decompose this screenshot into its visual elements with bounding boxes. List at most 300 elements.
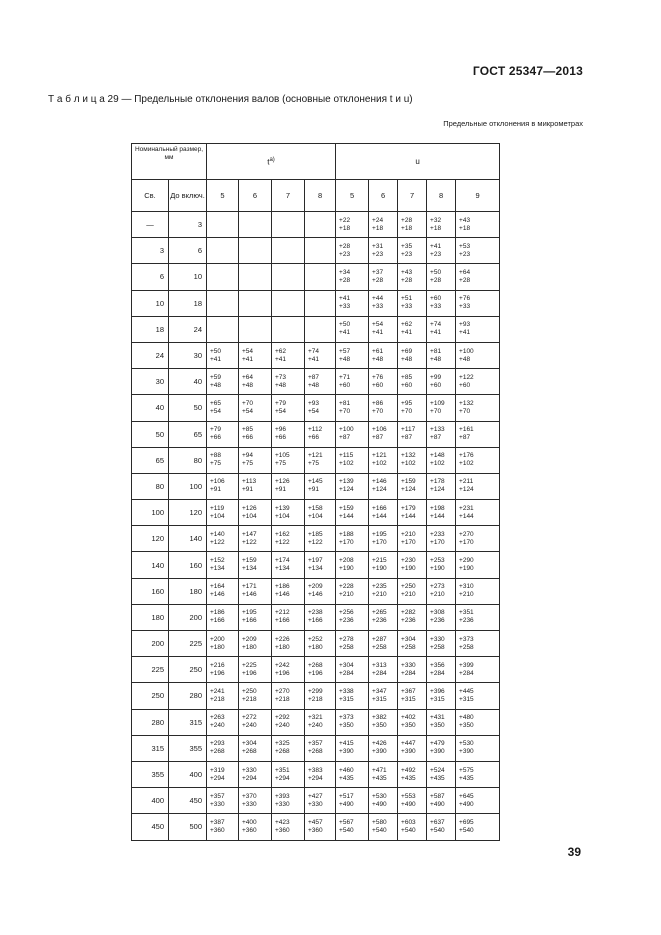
table-row xyxy=(132,264,500,290)
deviation-cell-t xyxy=(239,212,272,238)
lower-deviation: +490 xyxy=(339,800,354,808)
upper-deviation: +76 xyxy=(459,295,471,303)
deviation-cell-t xyxy=(272,395,305,421)
table-row xyxy=(132,761,500,787)
deviation-cell-t xyxy=(305,578,336,604)
upper-deviation: +321 xyxy=(308,714,323,722)
lower-deviation: +294 xyxy=(210,774,225,782)
size-from-cell: 160 xyxy=(132,578,169,604)
deviation-cell-t xyxy=(272,369,305,395)
upper-deviation: +64 xyxy=(459,268,471,276)
upper-deviation: +61 xyxy=(372,347,384,355)
deviation-cell-u xyxy=(456,761,500,787)
upper-deviation: +69 xyxy=(401,347,413,355)
lower-deviation: +48 xyxy=(339,355,351,363)
deviation-cell-t xyxy=(305,761,336,787)
upper-deviation: +308 xyxy=(430,609,445,617)
deviation-cell-u xyxy=(427,500,456,526)
deviation-cell-u xyxy=(369,421,398,447)
lower-deviation: +41 xyxy=(430,329,442,337)
deviation-cell-u xyxy=(456,342,500,368)
deviation-cell-u xyxy=(336,369,369,395)
deviation-cell-t xyxy=(207,814,239,840)
lower-deviation: +435 xyxy=(339,774,354,782)
size-to-cell: 450 xyxy=(169,788,207,814)
deviation-cell-u xyxy=(398,631,427,657)
upper-deviation: +162 xyxy=(275,530,290,538)
upper-deviation: +86 xyxy=(372,399,384,407)
lower-deviation: +170 xyxy=(459,538,474,546)
lower-deviation: +240 xyxy=(308,722,323,730)
upper-deviation: +54 xyxy=(372,321,384,329)
table-row xyxy=(132,447,500,473)
deviation-cell-u xyxy=(398,316,427,342)
upper-deviation: +106 xyxy=(372,426,387,434)
lower-deviation: +540 xyxy=(430,826,445,834)
deviation-cell-u xyxy=(398,683,427,709)
upper-deviation: +132 xyxy=(459,399,474,407)
upper-deviation: +74 xyxy=(430,321,442,329)
lower-deviation: +190 xyxy=(401,565,416,573)
upper-deviation: +382 xyxy=(372,714,387,722)
upper-deviation: +423 xyxy=(275,818,290,826)
lower-deviation: +490 xyxy=(401,800,416,808)
size-from-cell: 50 xyxy=(132,421,169,447)
lower-deviation: +48 xyxy=(308,381,320,389)
deviation-cell-t xyxy=(207,735,239,761)
lower-deviation: +360 xyxy=(308,826,323,834)
table-row xyxy=(132,316,500,342)
upper-deviation: +580 xyxy=(372,818,387,826)
upper-deviation: +148 xyxy=(430,452,445,460)
lower-deviation: +91 xyxy=(275,486,287,494)
deviation-cell-u xyxy=(398,814,427,840)
lower-deviation: +70 xyxy=(430,407,442,415)
lower-deviation: +60 xyxy=(430,381,442,389)
lower-deviation: +18 xyxy=(459,224,471,232)
lower-deviation: +54 xyxy=(308,407,320,415)
lower-deviation: +268 xyxy=(242,748,257,756)
deviation-cell-u xyxy=(369,212,398,238)
deviation-cell-u xyxy=(427,709,456,735)
table-row xyxy=(132,788,500,814)
deviation-cell-t xyxy=(207,290,239,316)
lower-deviation: +170 xyxy=(372,538,387,546)
upper-deviation: +447 xyxy=(401,740,416,748)
lower-deviation: +122 xyxy=(308,538,323,546)
upper-deviation: +171 xyxy=(242,583,257,591)
upper-deviation: +517 xyxy=(339,792,354,800)
grade-t-header: 6 xyxy=(239,180,272,212)
lower-deviation: +236 xyxy=(339,617,354,625)
deviation-cell-u xyxy=(369,473,398,499)
deviation-cell-t xyxy=(239,316,272,342)
table-row xyxy=(132,421,500,447)
deviation-cell-u xyxy=(369,631,398,657)
table-row xyxy=(132,500,500,526)
lower-deviation: +350 xyxy=(401,722,416,730)
lower-deviation: +23 xyxy=(430,250,442,258)
deviation-cell-u xyxy=(427,447,456,473)
size-to-cell: 225 xyxy=(169,631,207,657)
upper-deviation: +71 xyxy=(339,373,351,381)
lower-deviation: +70 xyxy=(372,407,384,415)
group-t-label: t xyxy=(267,157,270,167)
table-row xyxy=(132,369,500,395)
deviation-cell-u xyxy=(456,212,500,238)
deviation-cell-t xyxy=(239,447,272,473)
upper-deviation: +188 xyxy=(339,530,354,538)
upper-deviation: +351 xyxy=(275,766,290,774)
deviation-cell-t xyxy=(207,526,239,552)
upper-deviation: +553 xyxy=(401,792,416,800)
upper-deviation: +228 xyxy=(339,583,354,591)
deviation-cell-u xyxy=(427,761,456,787)
upper-deviation: +216 xyxy=(210,661,225,669)
lower-deviation: +144 xyxy=(401,512,416,520)
upper-deviation: +54 xyxy=(242,347,254,355)
deviation-cell-t xyxy=(305,369,336,395)
upper-deviation: +290 xyxy=(459,557,474,565)
deviation-cell-t xyxy=(272,212,305,238)
size-from-cell: 30 xyxy=(132,369,169,395)
upper-deviation: +73 xyxy=(275,373,287,381)
table-row xyxy=(132,238,500,264)
deviation-cell-t xyxy=(207,421,239,447)
size-from-cell: 3 xyxy=(132,238,169,264)
deviation-cell-t xyxy=(272,604,305,630)
lower-deviation: +435 xyxy=(401,774,416,782)
lower-deviation: +144 xyxy=(372,512,387,520)
deviation-cell-t xyxy=(239,788,272,814)
deviation-cell-u xyxy=(336,788,369,814)
upper-deviation: +44 xyxy=(372,295,384,303)
lower-deviation: +236 xyxy=(372,617,387,625)
deviation-cell-u xyxy=(398,264,427,290)
lower-deviation: +166 xyxy=(210,617,225,625)
upper-deviation: +575 xyxy=(459,766,474,774)
deviation-cell-t xyxy=(207,552,239,578)
deviation-cell-u xyxy=(369,369,398,395)
lower-deviation: +104 xyxy=(210,512,225,520)
upper-deviation: +400 xyxy=(242,818,257,826)
lower-deviation: +102 xyxy=(372,460,387,468)
size-to-cell: 50 xyxy=(169,395,207,421)
upper-deviation: +530 xyxy=(372,792,387,800)
upper-deviation: +87 xyxy=(308,373,320,381)
deviation-cell-t xyxy=(272,421,305,447)
table-row xyxy=(132,212,500,238)
upper-deviation: +119 xyxy=(210,504,225,512)
size-to-cell: 120 xyxy=(169,500,207,526)
upper-deviation: +587 xyxy=(430,792,445,800)
upper-deviation: +304 xyxy=(401,635,416,643)
deviation-cell-t xyxy=(305,238,336,264)
lower-deviation: +146 xyxy=(210,591,225,599)
size-to-cell: 400 xyxy=(169,761,207,787)
upper-deviation: +140 xyxy=(210,530,225,538)
lower-deviation: +330 xyxy=(242,800,257,808)
deviation-cell-t xyxy=(272,788,305,814)
lower-deviation: +146 xyxy=(242,591,257,599)
upper-deviation: +186 xyxy=(210,609,225,617)
deviation-cell-t xyxy=(272,814,305,840)
upper-deviation: +208 xyxy=(339,557,354,565)
deviation-cell-u xyxy=(369,342,398,368)
table-body xyxy=(132,212,500,841)
deviation-cell-u xyxy=(427,290,456,316)
upper-deviation: +159 xyxy=(242,557,257,565)
lower-deviation: +41 xyxy=(275,355,287,363)
deviation-cell-u xyxy=(336,814,369,840)
upper-deviation: +387 xyxy=(210,818,225,826)
lower-deviation: +294 xyxy=(242,774,257,782)
deviation-cell-t xyxy=(207,316,239,342)
lower-deviation: +390 xyxy=(372,748,387,756)
lower-deviation: +70 xyxy=(401,407,413,415)
grade-t-header: 8 xyxy=(305,180,336,212)
lower-deviation: +33 xyxy=(459,303,471,311)
lower-deviation: +41 xyxy=(242,355,254,363)
lower-deviation: +70 xyxy=(339,407,351,415)
lower-deviation: +48 xyxy=(459,355,471,363)
deviation-cell-t xyxy=(239,709,272,735)
lower-deviation: +390 xyxy=(459,748,474,756)
lower-deviation: +75 xyxy=(275,460,287,468)
size-from-cell: 315 xyxy=(132,735,169,761)
upper-deviation: +226 xyxy=(275,635,290,643)
lower-deviation: +350 xyxy=(339,722,354,730)
upper-deviation: +367 xyxy=(401,687,416,695)
upper-deviation: +492 xyxy=(401,766,416,774)
size-from-cell: 80 xyxy=(132,473,169,499)
upper-deviation: +50 xyxy=(430,268,442,276)
lower-deviation: +166 xyxy=(308,617,323,625)
upper-deviation: +330 xyxy=(430,635,445,643)
deviation-cell-u xyxy=(456,735,500,761)
deviation-cell-u xyxy=(369,735,398,761)
deviation-cell-t xyxy=(207,500,239,526)
deviation-cell-t xyxy=(207,238,239,264)
upper-deviation: +95 xyxy=(401,399,413,407)
upper-deviation: +32 xyxy=(430,216,442,224)
deviation-cell-u xyxy=(398,447,427,473)
upper-deviation: +252 xyxy=(308,635,323,643)
deviation-cell-u xyxy=(398,212,427,238)
upper-deviation: +272 xyxy=(242,714,257,722)
deviation-cell-u xyxy=(427,578,456,604)
deviation-cell-u xyxy=(336,709,369,735)
upper-deviation: +250 xyxy=(242,687,257,695)
upper-deviation: +176 xyxy=(459,452,474,460)
upper-deviation: +79 xyxy=(210,426,222,434)
deviation-cell-t xyxy=(239,369,272,395)
upper-deviation: +263 xyxy=(210,714,225,722)
deviation-cell-t xyxy=(207,683,239,709)
lower-deviation: +350 xyxy=(372,722,387,730)
units-note: Предельные отклонения в микрометрах xyxy=(443,119,583,128)
lower-deviation: +41 xyxy=(308,355,320,363)
deviation-cell-u xyxy=(456,788,500,814)
upper-deviation: +159 xyxy=(401,478,416,486)
deviation-cell-u xyxy=(427,369,456,395)
lower-deviation: +102 xyxy=(430,460,445,468)
table-row xyxy=(132,709,500,735)
upper-deviation: +471 xyxy=(372,766,387,774)
upper-deviation: +126 xyxy=(275,478,290,486)
size-from-cell: 200 xyxy=(132,631,169,657)
lower-deviation: +48 xyxy=(372,355,384,363)
deviation-cell-u xyxy=(336,735,369,761)
deviation-cell-u xyxy=(336,395,369,421)
deviation-cell-t xyxy=(207,395,239,421)
size-from-cell: 24 xyxy=(132,342,169,368)
deviation-cell-u xyxy=(369,316,398,342)
deviation-cell-u xyxy=(456,526,500,552)
upper-deviation: +325 xyxy=(275,740,290,748)
upper-deviation: +402 xyxy=(401,714,416,722)
upper-deviation: +60 xyxy=(430,295,442,303)
lower-deviation: +75 xyxy=(308,460,320,468)
deviation-cell-u xyxy=(427,604,456,630)
deviation-cell-t xyxy=(272,657,305,683)
upper-deviation: +427 xyxy=(308,792,323,800)
lower-deviation: +294 xyxy=(275,774,290,782)
deviation-cell-u xyxy=(427,264,456,290)
deviation-cell-u xyxy=(456,814,500,840)
size-from-cell: 250 xyxy=(132,683,169,709)
lower-deviation: +48 xyxy=(430,355,442,363)
lower-deviation: +236 xyxy=(430,617,445,625)
table-row xyxy=(132,342,500,368)
deviation-cell-u xyxy=(336,421,369,447)
nominal-size-header: Номинальный размер, мм xyxy=(132,144,207,180)
upper-deviation: +313 xyxy=(372,661,387,669)
lower-deviation: +18 xyxy=(372,224,384,232)
lower-deviation: +210 xyxy=(401,591,416,599)
deviation-cell-t xyxy=(239,500,272,526)
size-to-cell: 200 xyxy=(169,604,207,630)
deviation-cell-u xyxy=(369,814,398,840)
deviation-cell-u xyxy=(427,316,456,342)
table-row xyxy=(132,631,500,657)
upper-deviation: +270 xyxy=(275,687,290,695)
deviation-cell-t xyxy=(207,657,239,683)
upper-deviation: +121 xyxy=(308,452,323,460)
deviation-cell-u xyxy=(398,709,427,735)
deviation-cell-u xyxy=(336,526,369,552)
lower-deviation: +284 xyxy=(339,669,354,677)
deviation-cell-u xyxy=(456,316,500,342)
page-number: 39 xyxy=(567,845,581,859)
size-from-cell: 6 xyxy=(132,264,169,290)
upper-deviation: +282 xyxy=(401,609,416,617)
upper-deviation: +426 xyxy=(372,740,387,748)
upper-deviation: +270 xyxy=(459,530,474,538)
lower-deviation: +18 xyxy=(401,224,413,232)
deviation-cell-t xyxy=(239,761,272,787)
upper-deviation: +273 xyxy=(430,583,445,591)
upper-deviation: +396 xyxy=(430,687,445,695)
upper-deviation: +265 xyxy=(372,609,387,617)
lower-deviation: +390 xyxy=(339,748,354,756)
deviation-cell-t xyxy=(305,316,336,342)
deviation-cell-t xyxy=(239,657,272,683)
table-row xyxy=(132,395,500,421)
upper-deviation: +43 xyxy=(459,216,471,224)
upper-deviation: +85 xyxy=(401,373,413,381)
upper-deviation: +70 xyxy=(242,399,254,407)
lower-deviation: +190 xyxy=(339,565,354,573)
deviation-cell-u xyxy=(369,395,398,421)
size-to-cell: 355 xyxy=(169,735,207,761)
deviation-cell-u xyxy=(398,473,427,499)
lower-deviation: +210 xyxy=(372,591,387,599)
upper-deviation: +212 xyxy=(275,609,290,617)
deviation-cell-t xyxy=(272,761,305,787)
lower-deviation: +66 xyxy=(242,434,254,442)
deviations-table xyxy=(131,143,500,841)
upper-deviation: +50 xyxy=(210,347,222,355)
deviation-cell-t xyxy=(305,631,336,657)
deviation-cell-t xyxy=(305,814,336,840)
size-to-cell: 80 xyxy=(169,447,207,473)
lower-deviation: +196 xyxy=(242,669,257,677)
size-to-cell: 180 xyxy=(169,578,207,604)
size-from-cell: 280 xyxy=(132,709,169,735)
upper-deviation: +159 xyxy=(339,504,354,512)
deviation-cell-u xyxy=(336,238,369,264)
deviation-cell-u xyxy=(369,500,398,526)
grade-u-header: 5 xyxy=(336,180,369,212)
upper-deviation: +179 xyxy=(401,504,416,512)
lower-deviation: +87 xyxy=(401,434,413,442)
deviation-cell-u xyxy=(456,683,500,709)
upper-deviation: +479 xyxy=(430,740,445,748)
upper-deviation: +126 xyxy=(242,504,257,512)
deviation-cell-u xyxy=(369,238,398,264)
lower-deviation: +190 xyxy=(372,565,387,573)
deviation-cell-u xyxy=(369,709,398,735)
deviation-cell-t xyxy=(305,212,336,238)
upper-deviation: +530 xyxy=(459,740,474,748)
deviation-cell-t xyxy=(239,604,272,630)
size-from-cell: 100 xyxy=(132,500,169,526)
deviation-cell-u xyxy=(336,657,369,683)
lower-deviation: +33 xyxy=(430,303,442,311)
upper-deviation: +28 xyxy=(339,242,351,250)
upper-deviation: +112 xyxy=(308,426,323,434)
deviation-cell-u xyxy=(427,552,456,578)
deviation-cell-u xyxy=(336,631,369,657)
grade-u-header: 6 xyxy=(369,180,398,212)
upper-deviation: +431 xyxy=(430,714,445,722)
upper-deviation: +231 xyxy=(459,504,474,512)
upper-deviation: +242 xyxy=(275,661,290,669)
lower-deviation: +180 xyxy=(210,643,225,651)
size-from-cell: 40 xyxy=(132,395,169,421)
lower-deviation: +190 xyxy=(430,565,445,573)
deviation-cell-u xyxy=(427,473,456,499)
lower-deviation: +41 xyxy=(459,329,471,337)
grade-u-header: 7 xyxy=(398,180,427,212)
upper-deviation: +195 xyxy=(242,609,257,617)
deviation-cell-u xyxy=(336,316,369,342)
upper-deviation: +99 xyxy=(430,373,442,381)
lower-deviation: +48 xyxy=(401,355,413,363)
deviation-cell-u xyxy=(398,369,427,395)
lower-deviation: +435 xyxy=(372,774,387,782)
